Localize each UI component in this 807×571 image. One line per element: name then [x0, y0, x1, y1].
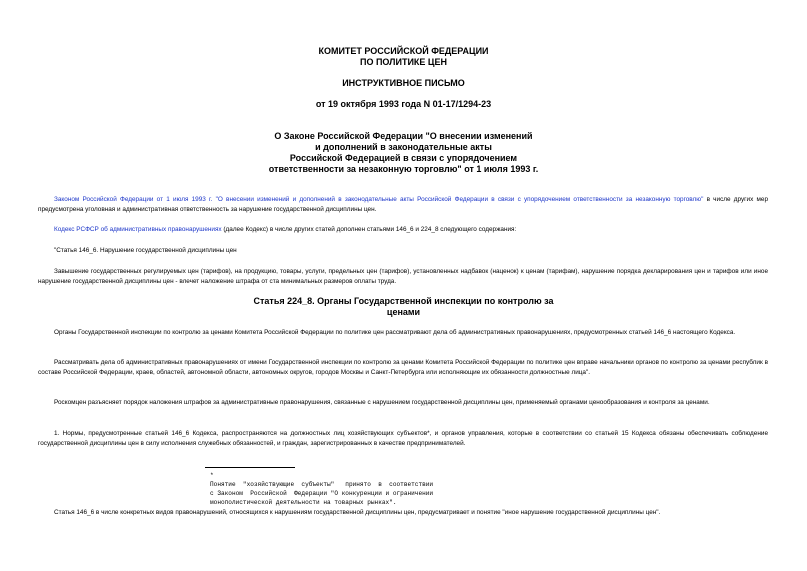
paragraph-code-amendment — [38, 225, 768, 235]
paragraph-article-146-6-title: "Статья 146_6. Нарушение государственной дисциплины цен — [54, 247, 237, 254]
paragraph-article-146-6-text: Завышение государственных регулируемых цен (тарифов), на продукцию, товары, услуги, предельных цен (тарифов), установленных надбавок (наценок) к ценам (тарифам), нарушение порядка декларирования цен и тарифов или иное нарушение государственной дисциплины цен - влечет наложение штрафа от ста минимальных размеров оплаты труда. — [38, 268, 768, 285]
footnote-mark: * — [210, 472, 214, 479]
law-link[interactable]: Законом Российской Федерации от 1 июля 1993 г. "О внесении изменений и дополнений в законодательные акты Российской Федерации в связи с упорядочением ответственности за незаконную торговлю" — [54, 196, 704, 203]
paragraph-text: в числе других мер предусмотрена уголовная и административная ответственность за нарушение государственной дисциплины цен. — [38, 196, 768, 213]
paragraph-law-reference — [38, 195, 768, 215]
document-date-number: от 19 октября 1993 года N 01-17/1294-23 — [315, 99, 492, 109]
document-subject-line: и дополнений в законодательные акты — [315, 142, 492, 152]
issuer-name-line2: ПО ПОЛИТИКЕ ЦЕН — [359, 57, 448, 67]
document-type: ИНСТРУКТИВНОЕ ПИСЬМО — [342, 78, 465, 88]
document-subject-line: ответственности за незаконную торговлю" от 1 июля 1993 г. — [268, 164, 539, 174]
paragraph-fines-procedure: Роскомцен разъясняет порядок наложения штрафов за административные правонарушения, связанные с нарушением государственной дисциплины цен, применяемый органами ценообразования и контроля за ценами. — [54, 399, 710, 406]
article-224-8-heading-line2: ценами — [386, 307, 421, 317]
document-subject-line: О Законе Российской Федерации "О внесении изменений — [274, 131, 533, 141]
article-224-8-heading-line1: Статья 224_8. Органы Государственной инспекции по контролю за — [253, 296, 554, 306]
footnote-line: Понятие "хозяйствующие субъекты" принято в соответствии — [210, 481, 434, 488]
footnote — [210, 471, 472, 507]
paragraph-text: (далее Кодекс) в числе других статей дополнен статьями 146_6 и 224_8 следующего содержания: — [221, 226, 517, 233]
issuer-name-line1: КОМИТЕТ РОССИЙСКОЙ ФЕДЕРАЦИИ — [318, 46, 489, 56]
footnote-line: монополистической деятельности на товарных рынках". — [210, 499, 397, 506]
paragraph-norms-scope: 1. Нормы, предусмотренные статьей 146_6 Кодекса, распространяются на должностных лиц хозяйствующих субъектов*, и органов управления, которые в соответствии со статьей 15 Кодекса обязаны обеспечивать соблюдение государственной дисциплины цен в силу исполнения служебных обязанностей, и граждан, зарегистрированных в качестве предпринимателей. — [38, 430, 768, 447]
document-subject-line: Российской Федерацией в связи с упорядочением — [289, 153, 518, 163]
code-link[interactable]: Кодекс РСФСР об административных правонарушениях — [54, 226, 222, 233]
footnote-divider — [205, 467, 295, 468]
footnote-line: с Законом Российской Федерации "О конкуренции и ограничении — [210, 490, 434, 497]
paragraph-other-violations: Статья 146_6 в числе конкретных видов правонарушений, относящихся к нарушениям государственной дисциплины цен, предусматривает и понятие "иное нарушение государственной дисциплины цен". — [54, 509, 661, 516]
paragraph-authorized-officials: Рассматривать дела об административных правонарушениях от имени Государственной инспекции по контролю за ценами Комитета Российской Федерации по политике цен вправе начальники органов по контролю за ценами республик в составе Российской Федерации, краев, областей, автономной области, автономных округов, городов Москвы и Санкт-Петербурга или исполняющие их обязанности должностные лица". — [38, 359, 768, 376]
paragraph-inspection-bodies: Органы Государственной инспекции по контролю за ценами Комитета Российской Федерации по политике цен рассматривают дела об административных правонарушениях, предусмотренных статьей 146_6 настоящего Кодекса. — [54, 329, 736, 336]
